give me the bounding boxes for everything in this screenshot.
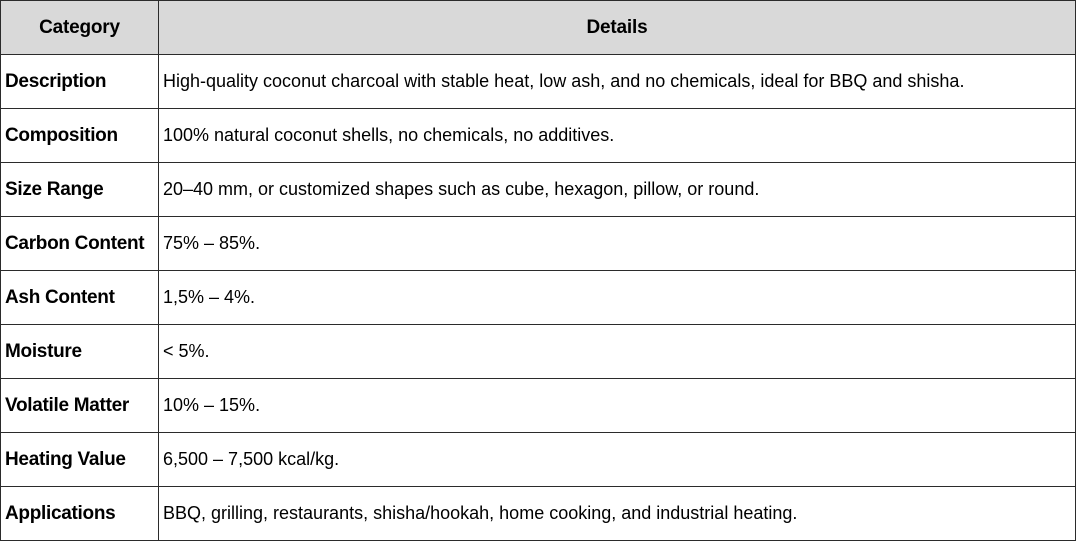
- table-header: [1, 1, 1076, 55]
- table-row: [1, 433, 1076, 487]
- row-category: Moisture: [1, 325, 159, 379]
- row-details: 100% natural coconut shells, no chemicals, no additives.: [159, 109, 1076, 163]
- table-row: [1, 109, 1076, 163]
- row-details: High-quality coconut charcoal with stable heat, low ash, and no chemicals, ideal for BBQ and shisha.: [159, 55, 1076, 109]
- table-row: [1, 217, 1076, 271]
- row-details: 20–40 mm, or customized shapes such as cube, hexagon, pillow, or round.: [159, 163, 1076, 217]
- table-row: [1, 487, 1076, 541]
- row-category: Heating Value: [1, 433, 159, 487]
- row-category: Composition: [1, 109, 159, 163]
- row-details: < 5%.: [159, 325, 1076, 379]
- row-category: Description: [1, 55, 159, 109]
- row-category: Volatile Matter: [1, 379, 159, 433]
- table-body: [1, 55, 1076, 541]
- row-details: BBQ, grilling, restaurants, shisha/hookah, home cooking, and industrial heating.: [159, 487, 1076, 541]
- table-row: [1, 325, 1076, 379]
- table-row: [1, 271, 1076, 325]
- table-row: [1, 379, 1076, 433]
- row-category: Ash Content: [1, 271, 159, 325]
- row-details: 75% – 85%.: [159, 217, 1076, 271]
- row-category: Carbon Content: [1, 217, 159, 271]
- header-row: [1, 1, 1076, 55]
- row-details: 1,5% – 4%.: [159, 271, 1076, 325]
- row-category: Size Range: [1, 163, 159, 217]
- header-category: Category: [1, 1, 159, 55]
- row-details: 6,500 – 7,500 kcal/kg.: [159, 433, 1076, 487]
- header-details: Details: [159, 1, 1076, 55]
- table-row: [1, 163, 1076, 217]
- row-category: Applications: [1, 487, 159, 541]
- row-details: 10% – 15%.: [159, 379, 1076, 433]
- table-row: [1, 55, 1076, 109]
